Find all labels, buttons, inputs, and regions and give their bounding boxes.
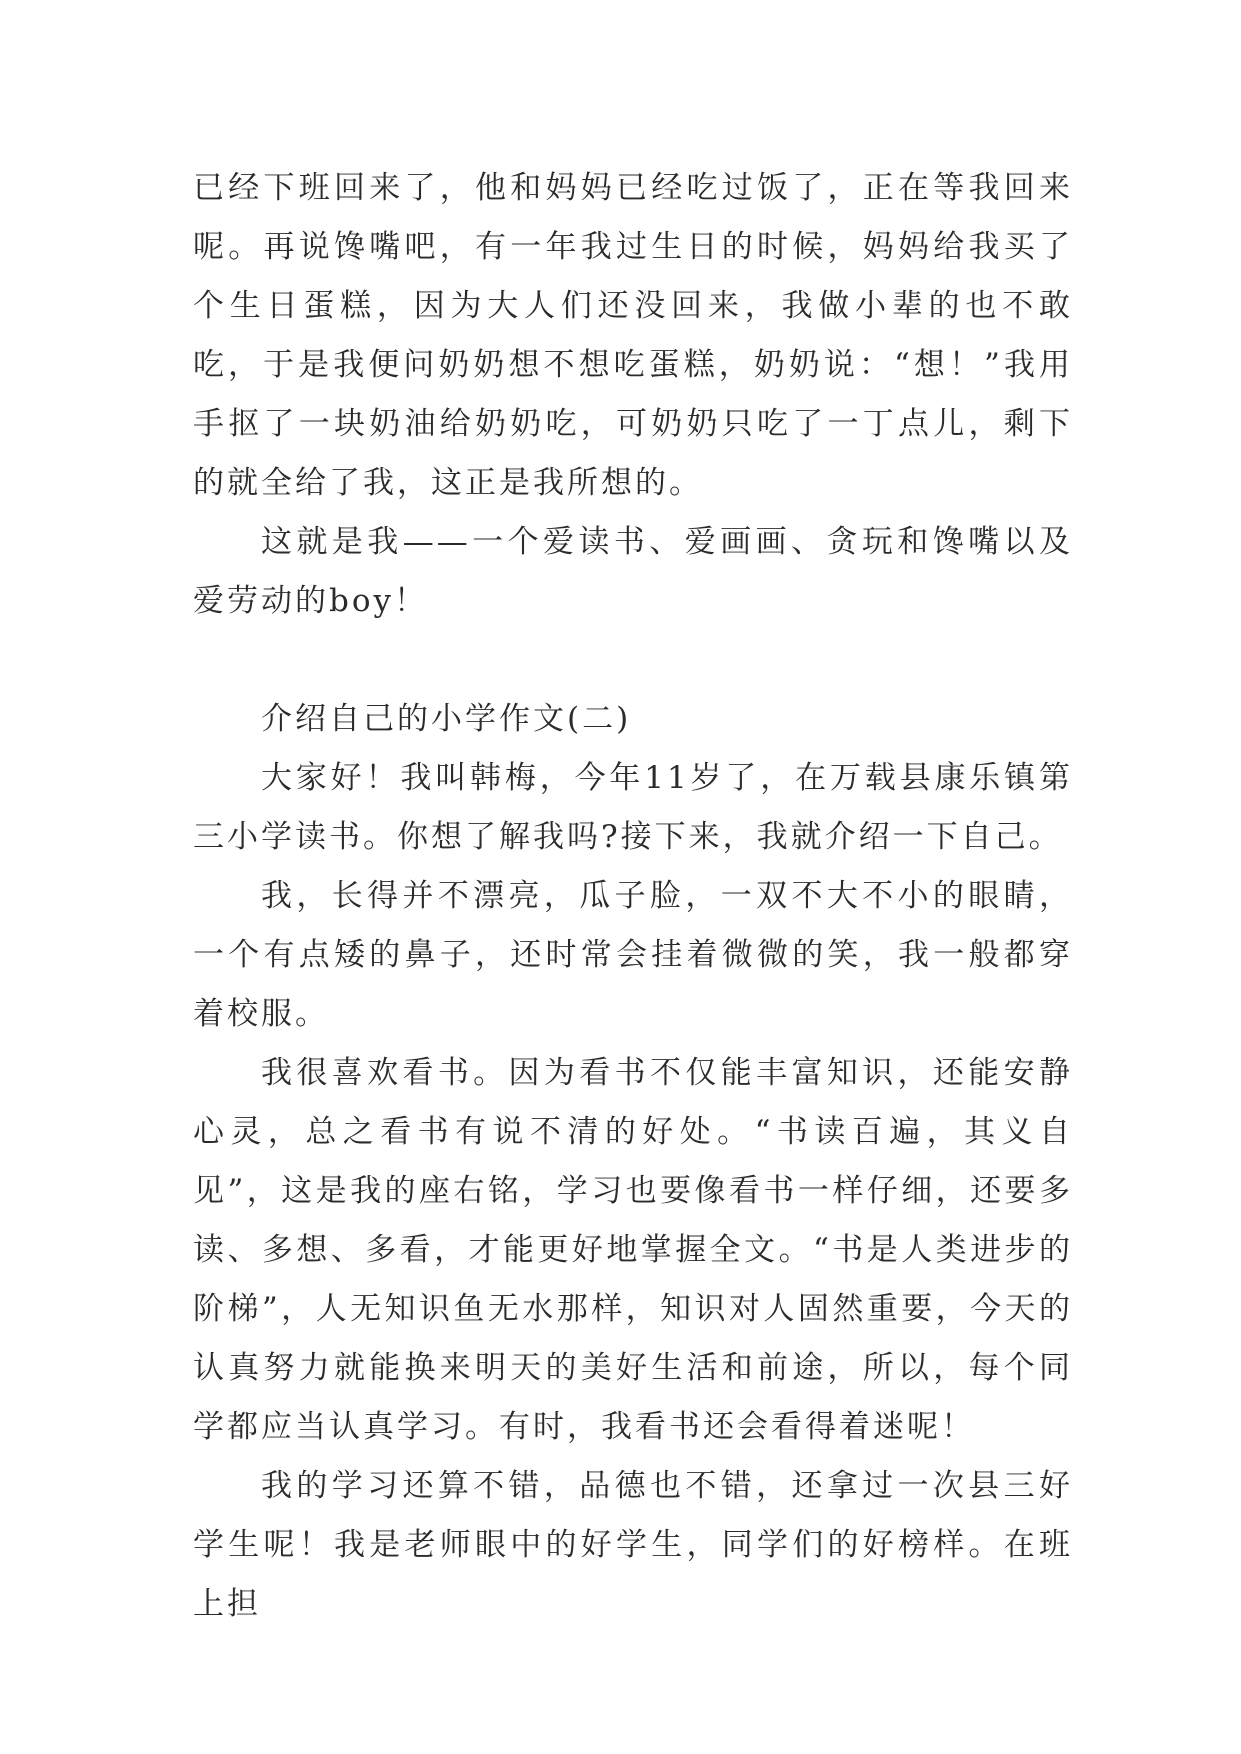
- paragraph-study: 我的学习还算不错，品德也不错，还拿过一次县三好学生呢！我是老师眼中的好学生，同学们的好榜样。在班上担: [193, 1468, 1073, 1622]
- paragraph-intro: 大家好！我叫韩梅，今年11岁了，在万载县康乐镇第三小学读书。你想了解我吗?接下来，我就介绍一下自己。: [193, 760, 1073, 855]
- paragraph-appearance: 我，长得并不漂亮，瓜子脸，一双不大不小的眼睛，一个有点矮的鼻子，还时常会挂着微微的笑，我一般都穿着校服。: [193, 878, 1073, 1032]
- section-title: 介绍自己的小学作文(二): [261, 701, 632, 737]
- paragraph-summary: 这就是我——一个爱读书、爱画画、贪玩和馋嘴以及爱劳动的boy！: [193, 524, 1073, 619]
- essay-body: [193, 159, 1073, 1634]
- paragraph-reading: 我很喜欢看书。因为看书不仅能丰富知识，还能安静心灵，总之看书有说不清的好处。“书读百遍，其义自见”，这是我的座右铭，学习也要像看书一样仔细，还要多读、多想、多看，才能更好地掌握全文。“书是人类进步的阶梯”，人无知识鱼无水那样，知识对人固然重要，今天的认真努力就能换来明天的美好生活和前途，所以，每个同学都应当认真学习。有时，我看书还会看得着迷呢！: [193, 1055, 1073, 1445]
- paragraph-continuation: 已经下班回来了，他和妈妈已经吃过饭了，正在等我回来呢。再说馋嘴吧，有一年我过生日的时候，妈妈给我买了个生日蛋糕，因为大人们还没回来，我做小辈的也不敢吃，于是我便问奶奶想不想吃蛋糕，奶奶说：“想！”我用手抠了一块奶油给奶奶吃，可奶奶只吃了一丁点儿，剩下的就全给了我，这正是我所想的。: [193, 170, 1073, 501]
